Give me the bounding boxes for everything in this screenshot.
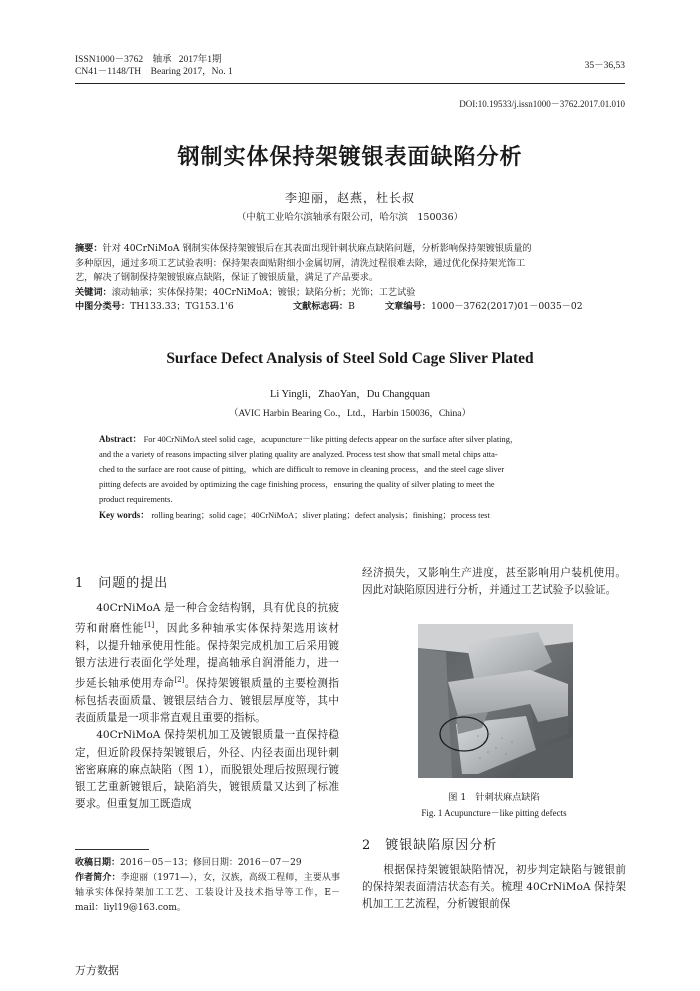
reference-2[interactable]: [2] [174,676,185,685]
journal-en: Bearing 2017，No. 1 [150,67,233,77]
issn: ISSN1000－3762 [75,55,144,65]
section2-body [362,862,626,914]
keywords-en: rolling bearing；solid cage；40CrNiMoA；sliver plating；defect analysis；finishing；process test [151,510,490,520]
journal-cn: 轴承 [152,55,172,65]
keywords-cn: 滚动轴承；实体保持架；40CrNiMoA；镀银；缺陷分析；光饰；工艺试验 [111,286,416,298]
section1-body [75,600,339,814]
page-range: 35－36,53 [584,61,625,71]
section2-heading: 2 镀银缺陷原因分析 [362,838,498,853]
abstract-cn-line: 针对 40CrNiMoA 钢制实体保持架镀银后在其表面出现针刺状麻点缺陷问题，分析影响保持架镀银质量的 [102,243,532,254]
article-number: 文章编号：1000－3762(2017)01－0035－02 [385,301,583,313]
header-rule [75,83,625,84]
received-dates: 2016－05－13；修回日期：2016－07－29 [120,858,302,868]
abstract-en-line: ched to the surface are root cause of pitting，which are difficult to remove in cleaning process，and the steel cage sliver [99,464,505,474]
section1-paragraph: 40CrNiMoA 是一种合金结构钢，具有优良的抗疲劳和耐磨性能[1]，因此多种轴承实体保持架选用该材料，以提升轴承使用性能。保持架完成机加工后采用镀银方法进行表面化学处理，提高轴承自润滑能力，进一步延长轴承使用寿命[2]。保持架镀银质量的主要检测指标包括表面质量、镀银层结合力、镀银层厚度等，其中表面质量是一项非常直观且重要的指标。 [75,602,340,725]
authors-cn: 李迎丽，赵燕，杜长叔 [284,191,415,205]
abstract-en-line: and the a variety of reasons impacting silver plating quality are analyzed. Process test show that small metal chips atta- [99,449,498,459]
doi: DOI:10.19533/j.issn1000－3762.2017.01.010 [459,99,625,109]
keywords-en-label: Key words： [99,509,150,520]
footnote-rule [75,849,149,850]
footnote [75,856,340,916]
author-bio-label: 作者简介： [75,873,121,883]
section2-paragraph: 根据保持架镀银缺陷情况，初步判定缺陷与镀银前的保持架表面清洁状态有关。梳理 40CrNiMoA 保持架机加工工艺流程，分析镀银前保 [362,864,626,911]
abstract-cn-line: 艺，解决了钢制保持架镀银麻点缺陷，保证了镀银质量，满足了产品要求。 [75,272,379,284]
received-label: 收稿日期： [75,858,121,868]
keywords-cn-label: 关键词： [75,286,112,298]
abstract-en-line: product requirements. [99,494,173,504]
affiliation-cn: （中航工业哈尔滨轴承有限公司，哈尔滨 150036） [236,212,464,223]
abstract-en [99,432,602,523]
abstract-cn [75,242,627,315]
abstract-en-label: Abstract： [99,434,142,444]
right-col-continuation: 经济损失，又影响生产进度，甚至影响用户装机使用。因此对缺陷原因进行分析，并通过工艺试验予以验证。 [362,567,626,597]
abstract-en-line: pitting defects are avoided by optimizing the cage finishing process，ensuring the quality of silver plating to meet the [99,479,495,489]
clc: 中图分类号：TH133.33；TG153.1'6 [75,301,234,313]
title-en: Surface Defect Analysis of Steel Sold Cage Sliver Plated [166,350,534,367]
title-cn: 钢制实体保持架镀银表面缺陷分析 [177,144,523,170]
figure-image [418,624,573,778]
affiliation-en: （AVIC Harbin Bearing Co.，Ltd.，Harbin 150036，China） [228,409,472,419]
figure-caption-cn: 图 1 针刺状麻点缺陷 [448,792,540,803]
abstract-en-line: For 40CrNiMoA steel solid cage，acupuncture－like pitting defects appear on the surface after silver plating， [143,435,519,444]
issue-cn: 2017年1期 [178,55,222,65]
authors-en: Li Yingli，ZhaoYan，Du Changquan [269,389,431,400]
figure-photo [418,624,573,778]
cn-number: CN41－1148/TH [75,67,142,77]
abstract-cn-label: 摘要： [75,243,103,254]
watermark: 万方数据 [75,964,119,977]
abstract-cn-line: 多种原因，通过多项工艺试验表明：保持架表面贴附细小金属切屑，清洗过程很难去除，通过优化保持架光饰工 [75,257,526,269]
reference-1[interactable]: [1] [144,621,155,630]
header-left [75,54,233,78]
figure-caption-en: Fig. 1 Acupuncture－like pitting defects [421,808,567,818]
author-bio: 李迎丽（1971—），女，汉族，高级工程师，主要从事轴承实体保持架加工工艺、工装设计及技术指导等工作，E－mail：liyl19@163.com。 [75,873,340,913]
section1-paragraph: 40CrNiMoA 保持架机加工及镀银质量一直保持稳定，但近阶段保持架镀银后，外径、内径表面出现针刺密密麻麻的麻点缺陷（图 1），而脱银处理后按照现行镀银工艺重新镀银后，缺陷消失，镀银质量又达到了标准要求。但重复加工既造成 [75,729,339,811]
section1-heading: 1 问题的提出 [75,576,169,591]
doc-code: 文献标志码：B [293,301,355,313]
